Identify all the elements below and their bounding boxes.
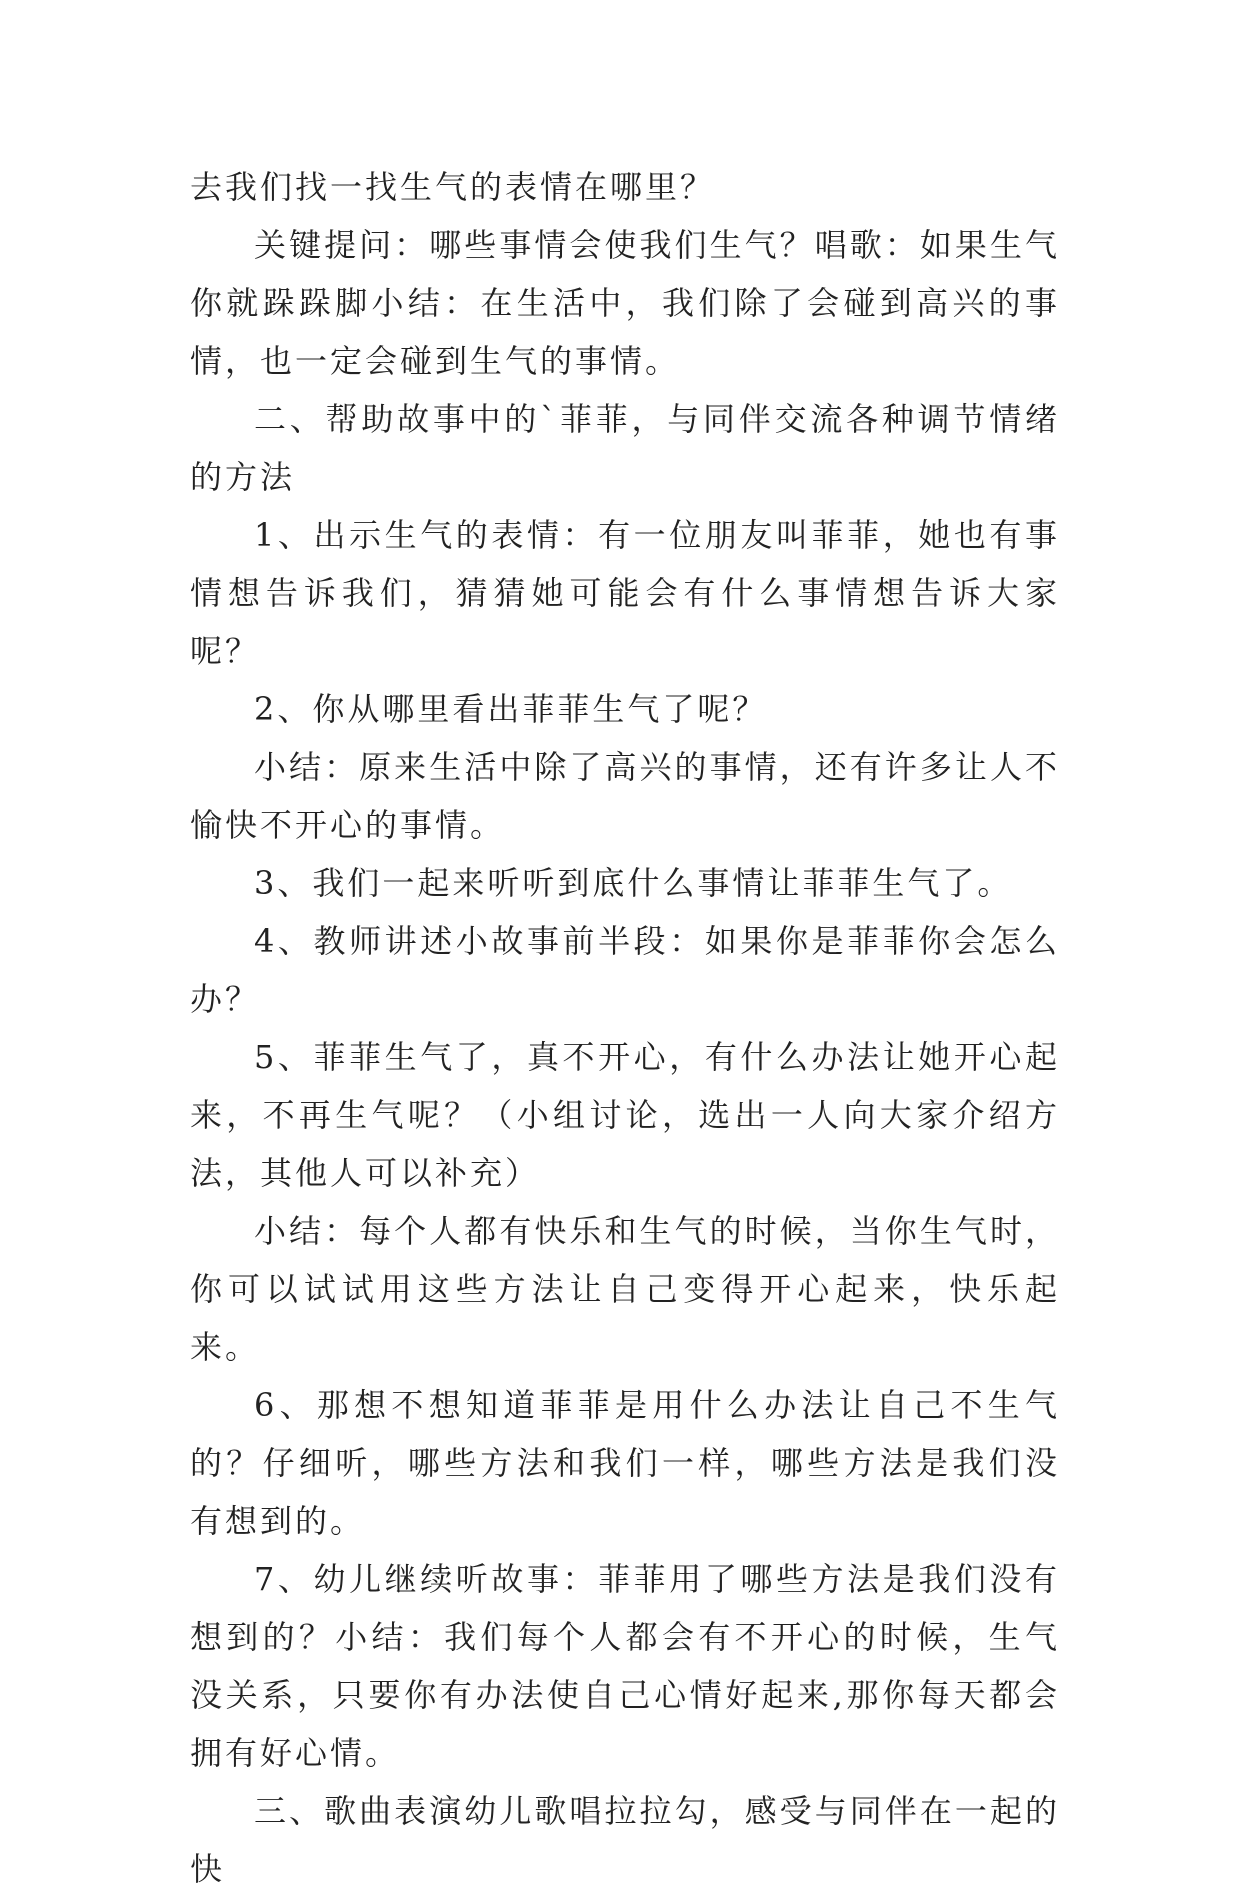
paragraph: 2、你从哪里看出菲菲生气了呢？	[254, 690, 768, 728]
document-body	[190, 158, 1060, 1898]
paragraph: 小结：每个人都有快乐和生气的时候，当你生气时，你可以试试用这些方法让自己变得开心起来，快乐起来。	[190, 1212, 1060, 1366]
paragraph: 3、我们一起来听听到底什么事情让菲菲生气了。	[254, 864, 1013, 902]
paragraph: 去我们找一找生气的表情在哪里？	[190, 168, 716, 206]
paragraph: 小结：原来生活中除了高兴的事情，还有许多让人不愉快不开心的事情。	[190, 748, 1060, 844]
paragraph: 关键提问：哪些事情会使我们生气？唱歌：如果生气你就跺跺脚小结：在生活中，我们除了会碰到高兴的事情，也一定会碰到生气的事情。	[190, 226, 1060, 380]
paragraph: 5、菲菲生气了，真不开心，有什么办法让她开心起来，不再生气呢？（小组讨论，选出一人向大家介绍方法，其他人可以补充）	[190, 1038, 1060, 1192]
paragraph: 1、出示生气的表情：有一位朋友叫菲菲，她也有事情想告诉我们，猜猜她可能会有什么事情想告诉大家呢？	[190, 516, 1060, 670]
paragraph: 6、那想不想知道菲菲是用什么办法让自己不生气的？仔细听，哪些方法和我们一样，哪些方法是我们没有想到的。	[190, 1386, 1060, 1540]
paragraph: 三、歌曲表演幼儿歌唱拉拉勾，感受与同伴在一起的快	[190, 1792, 1060, 1888]
paragraph: 二、帮助故事中的`菲菲，与同伴交流各种调节情绪的方法	[190, 400, 1060, 496]
paragraph: 7、幼儿继续听故事：菲菲用了哪些方法是我们没有想到的？小结：我们每个人都会有不开心的时候，生气没关系，只要你有办法使自己心情好起来,那你每天都会拥有好心情。	[190, 1560, 1060, 1772]
paragraph: 4、教师讲述小故事前半段：如果你是菲菲你会怎么办？	[190, 922, 1060, 1018]
